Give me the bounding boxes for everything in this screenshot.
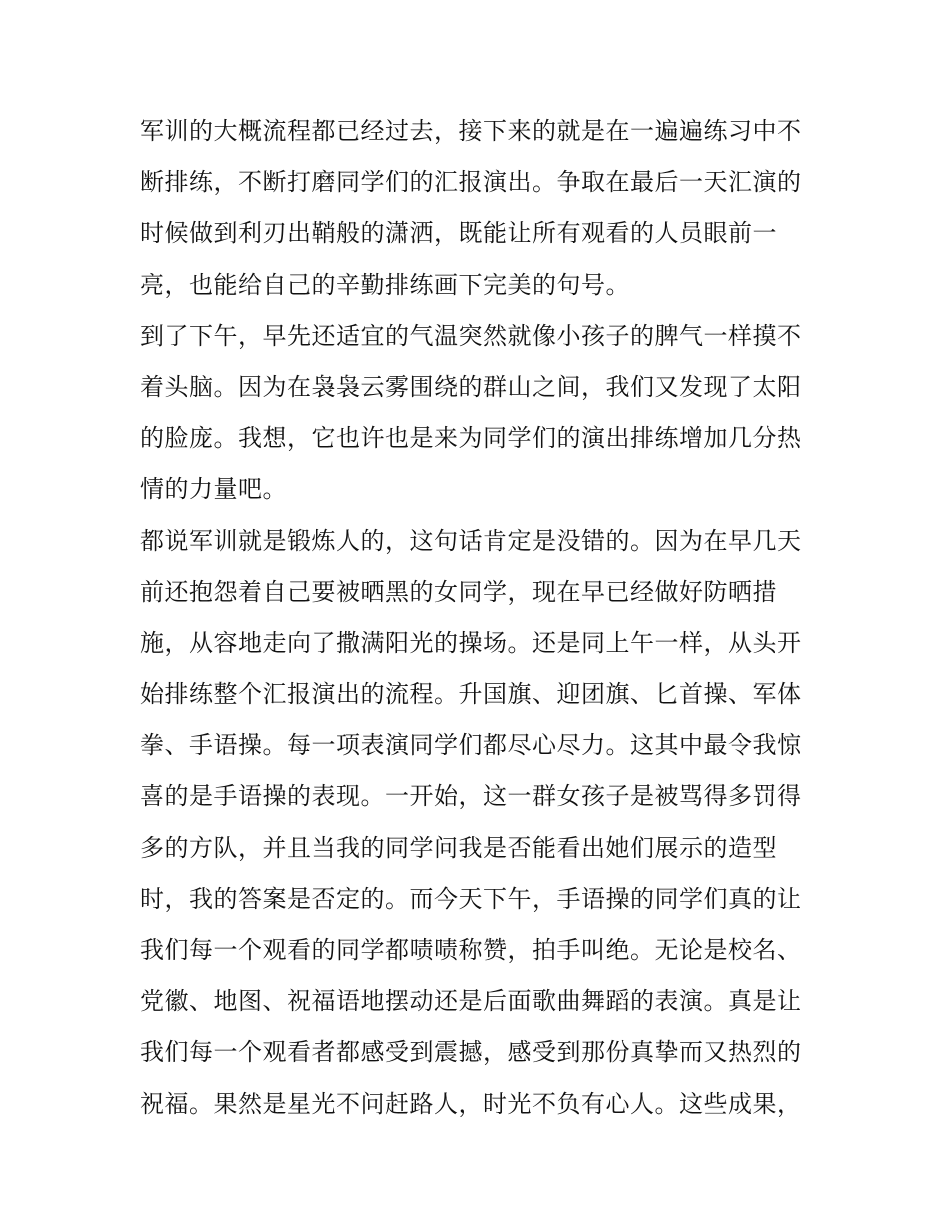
text-line: 喜的是手语操的表现。一开始，这一群女孩子是被骂得多罚得	[140, 782, 802, 811]
text-line: 情的力量吧。	[140, 475, 287, 504]
text-line: 我们每一个观看者都感受到震撼，感受到那份真挚而又热烈的	[140, 1038, 802, 1067]
text-line: 军训的大概流程都已经过去，接下来的就是在一遍遍练习中不	[140, 117, 802, 145]
document-body	[140, 106, 820, 1130]
text-line: 亮，也能给自己的辛勤排练画下完美的句号。	[140, 270, 630, 299]
text-line: 时候做到利刃出鞘般的潇洒，既能让所有观看的人员眼前一	[140, 219, 777, 248]
text-line: 的脸庞。我想，它也许也是来为同学们的演出排练增加几分热	[140, 424, 802, 453]
text-line: 施，从容地走向了撒满阳光的操场。还是同上午一样，从头开	[140, 628, 802, 657]
text-line: 祝福。果然是星光不问赶路人，时光不负有心人。这些成果，	[140, 1089, 802, 1118]
text-line: 到了下午，早先还适宜的气温突然就像小孩子的脾气一样摸不	[140, 321, 802, 350]
text-line: 时，我的答案是否定的。而今天下午，手语操的同学们真的让	[140, 884, 802, 913]
text-line: 着头脑。因为在袅袅云雾围绕的群山之间，我们又发现了太阳	[140, 372, 802, 401]
text-line: 都说军训就是锻炼人的，这句话肯定是没错的。因为在早几天	[140, 526, 802, 555]
text-line: 多的方队，并且当我的同学问我是否能看出她们展示的造型	[140, 833, 777, 862]
text-line: 始排练整个汇报演出的流程。升国旗、迎团旗、匕首操、军体	[140, 680, 802, 709]
text-line: 前还抱怨着自己要被晒黑的女同学，现在早已经做好防晒措	[140, 577, 777, 606]
text-line: 党徽、地图、祝福语地摆动还是后面歌曲舞蹈的表演。真是让	[140, 987, 802, 1016]
text-line: 拳、手语操。每一项表演同学们都尽心尽力。这其中最令我惊	[140, 731, 802, 760]
text-line: 断排练，不断打磨同学们的汇报演出。争取在最后一天汇演的	[140, 168, 802, 197]
text-line: 我们每一个观看的同学都啧啧称赞，拍手叫绝。无论是校名、	[140, 936, 802, 964]
